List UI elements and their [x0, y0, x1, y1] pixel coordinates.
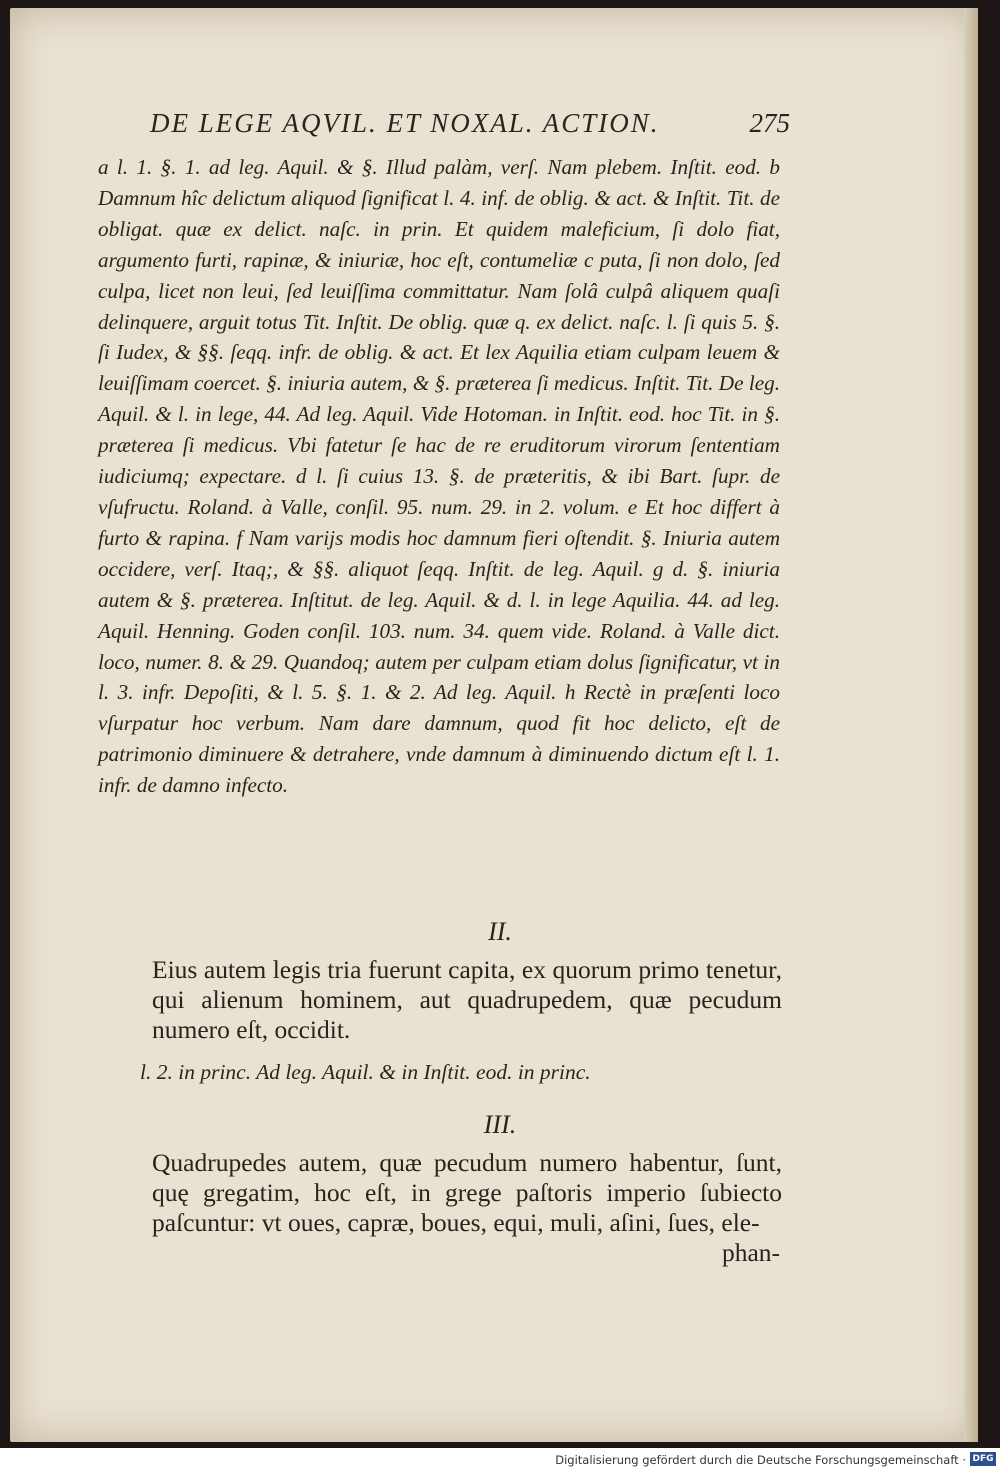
- section-ii-text: [152, 955, 782, 1045]
- section-number-ii: II.: [488, 917, 512, 946]
- marginal-notes: [98, 152, 780, 801]
- page-number: 275: [749, 108, 790, 138]
- section-ii-paragraph: Eius autem legis tria fuerunt capita, ex quorum primo tenetur, qui alienum hominem, aut quadrupedem, quæ pecudum numero eſt, occidit.: [152, 955, 782, 1044]
- dfg-logo-icon: DFG: [970, 1452, 996, 1466]
- section-iii-paragraph: Quadrupedes autem, quæ pecudum numero habentur, ſunt, quę gregatim, hoc eſt, in grege paſtoris imperio ſubiecto paſcuntur: vt oues, capræ, boues, equi, muli, aſini, ſues, ele-: [152, 1148, 782, 1237]
- running-title: DE LEGE AQVIL. ET NOXAL. ACTION.: [150, 108, 660, 138]
- footer-credit: Digitalisierung gefördert durch die Deutsche Forschungsgemeinschaft ·: [555, 1453, 966, 1467]
- running-header: [150, 108, 790, 139]
- notes-paragraph: a l. 1. §. 1. ad leg. Aquil. & §. Illud palàm, verſ. Nam plebem. Inſtit. eod. b Damnum hîc delictum aliquod ſignificat l. 4. inf. de oblig. & act. & Inſtit. Tit. de obligat. quæ ex delict. naſc. in prin. Et quidem maleficium, ſi dolo fiat, argumento furti, rapinæ, & iniuriæ, hoc eſt, contumeliæ c puta, ſi non dolo, ſed culpa, licet non leui, ſed leuiſſima committatur. Nam ſolâ culpâ aliquem quaſi delinquere, arguit totus Tit. Inſtit. De oblig. quæ q. ex delict. naſc. l. ſi quis 5. §. ſi Iudex, & §§. ſeqq. infr. de oblig. & act. Et lex Aquilia etiam culpam leuem & leuiſſimam coercet. §. iniuria autem, & §. præterea ſi medicus. Inſtit. Tit. De leg. Aquil. & l. in lege, 44. Ad leg. Aquil. Vide Hotoman. in Inſtit. eod. hoc Tit. in §. præterea ſi medicus. Vbi fatetur ſe hac de re eruditorum virorum ſententiam iudiciumq; expectare. d l. ſi cuius 13. §. de præteritis, & ibi Bart. ſupr. de vſufructu. Roland. à Valle, conſil. 95. num. 29. in 2. volum. e Et hoc differt à furto & rapina. f Nam varijs modis hoc damnum fieri oſtendit. §. Iniuria autem occidere, verſ. Itaq;, & §§. aliquot ſeqq. Inſtit. de leg. Aquil. g d. §. iniuria autem & §. præterea. Inſtitut. de leg. Aquil. & d. l. in lege Aquilia. 44. ad leg. Aquil. Henning. Goden conſil. 103. num. 34. quem vide. Roland. à Valle dict. loco, numer. 8. & 29. Quandoq; autem per culpam etiam dolus ſignificatur, vt in l. 3. infr. Depoſiti, & l. 5. §. 1. & 2. Ad leg. Aquil. h Rectè in præſenti loco vſurpatur hoc verbum. Nam dare damnum, quod fit hoc delicto, eſt de patrimonio diminuere & detrahere, vnde damnum à diminuendo dictum eſt l. 1. infr. de damno infecto.: [98, 155, 780, 798]
- catchword: phan-: [721, 1238, 780, 1267]
- section-iii-text: [152, 1148, 782, 1238]
- section-number-iii: III.: [483, 1110, 517, 1139]
- page-edge: [964, 8, 978, 1442]
- footer-bar: [0, 1448, 1000, 1474]
- section-ii-citation: l. 2. in princ. Ad leg. Aquil. & in Inſtit. eod. in princ.: [140, 1060, 591, 1084]
